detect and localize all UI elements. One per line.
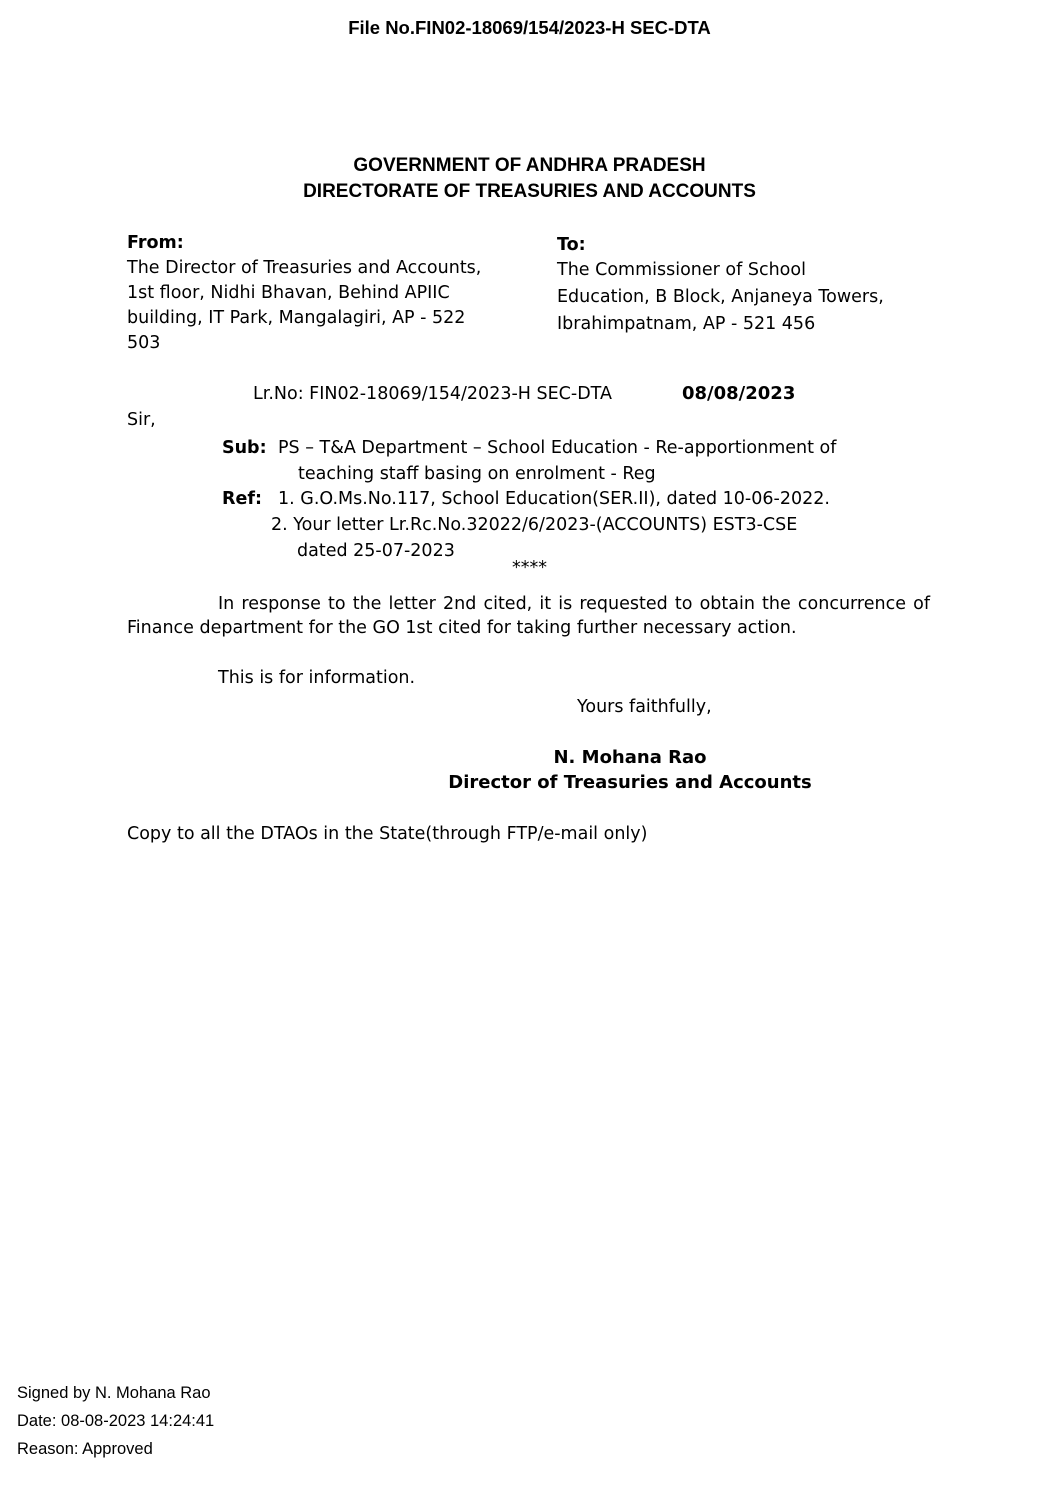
signatory-name: N. Mohana Rao [553,747,707,768]
from-label: From: [127,233,184,253]
reference-label: Ref: [222,489,262,509]
government-title: GOVERNMENT OF ANDHRA PRADESH [353,155,706,176]
signatory-designation: Director of Treasuries and Accounts [448,772,812,793]
letter-number: Lr.No: FIN02-18069/154/2023-H SEC-DTA [253,384,612,404]
to-address-line: Ibrahimpatnam, AP - 521 456 [557,314,816,334]
reference-item-2-line: dated 25-07-2023 [297,541,455,561]
to-address-line: Education, B Block, Anjaneya Towers, [557,287,884,307]
body-paragraph-1: In response to the letter 2nd cited, it is requested to obtain the concurrence of Finance department for the GO 1st cited for taking further necessary action. [127,594,930,638]
from-address-line: 1st floor, Nidhi Bhavan, Behind APIIC [127,283,450,303]
subject-text-line: teaching staff basing on enrolment - Reg [298,464,656,484]
from-address-line: 503 [127,333,161,353]
directorate-title: DIRECTORATE OF TREASURIES AND ACCOUNTS [303,181,756,202]
reference-item-2-line: 2. Your letter Lr.Rc.No.32022/6/2023-(ACCOUNTS) EST3-CSE [271,515,798,535]
letter-date: 08/08/2023 [682,383,796,404]
copy-distribution-line: Copy to all the DTAOs in the State(through FTP/e-mail only) [127,824,648,844]
closing-phrase: Yours faithfully, [577,697,712,717]
section-separator: **** [512,558,547,578]
to-label: To: [557,235,586,255]
from-address-line: The Director of Treasuries and Accounts, [127,258,482,278]
body-paragraph-2: This is for information. [218,668,416,688]
digital-signature-date: Date: 08-08-2023 14:24:41 [17,1412,215,1430]
file-number-header: File No.FIN02-18069/154/2023-H SEC-DTA [348,17,711,38]
to-address-line: The Commissioner of School [557,260,806,280]
subject-text-line: PS – T&A Department – School Education - Re-apportionment of [278,438,837,458]
digital-signature-reason: Reason: Approved [17,1440,153,1458]
salutation: Sir, [127,410,156,430]
digital-signature-signed-by: Signed by N. Mohana Rao [17,1384,211,1402]
from-address-line: building, IT Park, Mangalagiri, AP - 522 [127,308,466,328]
reference-item-1: 1. G.O.Ms.No.117, School Education(SER.II), dated 10-06-2022. [278,489,830,509]
subject-label: Sub: [222,438,267,458]
